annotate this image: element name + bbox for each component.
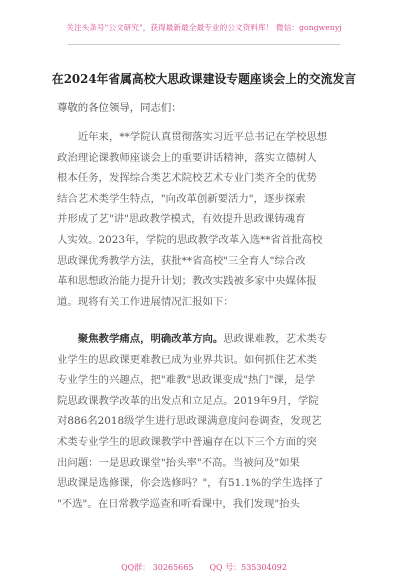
paragraph-line: 思政课是选修课，你会选修吗？"，有51.1%的学生选择了 xyxy=(57,477,324,490)
paragraph-line: 术类专业学生的思政课教学中普遍存在以下三个方面的突 xyxy=(57,435,317,448)
paragraph-line: 院思政课教学改革的出发点和立足点。2019年9月，学院 xyxy=(57,394,319,407)
footer-contact: QQ群： 30265665 QQ 号：535304092 xyxy=(121,563,287,572)
header-divider xyxy=(68,44,340,45)
paragraph-line: 政治理论课教师座谈会上的重要讲话精神，落实立德树人 xyxy=(57,151,317,164)
paragraph-line: 人实效。2023年，学院的思政教学改革入选**省首批高校 xyxy=(57,233,323,246)
paragraph-line: 思政课优秀教学方法，获批**省高校"三全育人"综合改 xyxy=(57,254,306,267)
paragraph-line: 结合艺术类学生特点，"向改革创新要活力"，逐步探索 xyxy=(57,192,306,205)
paragraph-line: 道。现将有关工作进展情况汇报如下： xyxy=(57,295,234,308)
paragraph-1 xyxy=(57,127,352,312)
paragraph-line: 并形成了艺"讲"思政教学模式，有效提升思政课铸魂育 xyxy=(57,213,306,226)
header-banner: 关注头条号"公文研究"，获得最新最全最专业的公文资料库！ 微信：gongwenyj xyxy=(66,23,342,32)
section-heading: 聚焦教学痛点，明确改革方向。 xyxy=(57,333,224,345)
paragraph-line: 对886名2018级学生进行思政课满意度问卷调查，发现艺 xyxy=(57,415,322,428)
paragraph-line: 革和思想政治能力提升计划；教改实践被多家中央媒体报 xyxy=(57,275,317,288)
salutation: 尊敬的各位领导，同志们： xyxy=(57,102,182,114)
paragraph-line-rest: 思政课难教，艺术类专 xyxy=(223,333,328,345)
paragraph-2 xyxy=(57,329,352,514)
paragraph-line: 业学生的思政课更难教已成为业界共识。如何抓住艺术类 xyxy=(57,353,317,366)
paragraph-first-line xyxy=(57,329,352,350)
document-title: 在2024年省属高校大思政课建设专题座谈会上的交流发言 xyxy=(51,72,357,86)
paragraph-line: 近年来，**学院认真贯彻落实习近平总书记在学校思想 xyxy=(57,131,328,143)
paragraph-line: 根本任务，发挥综合类艺术院校艺术专业门类齐全的优势 xyxy=(57,172,317,185)
paragraph-line: 出问题：一是思政课堂"抬头率"不高。当被问及"如果 xyxy=(57,456,300,469)
paragraph-line: 专业学生的兴趣点，把"难教"思政课变成"热门"课，是学 xyxy=(57,374,316,387)
paragraph-line: "不选"。在日常教学巡查和听看课中，我们发现"抬头 xyxy=(57,497,300,510)
